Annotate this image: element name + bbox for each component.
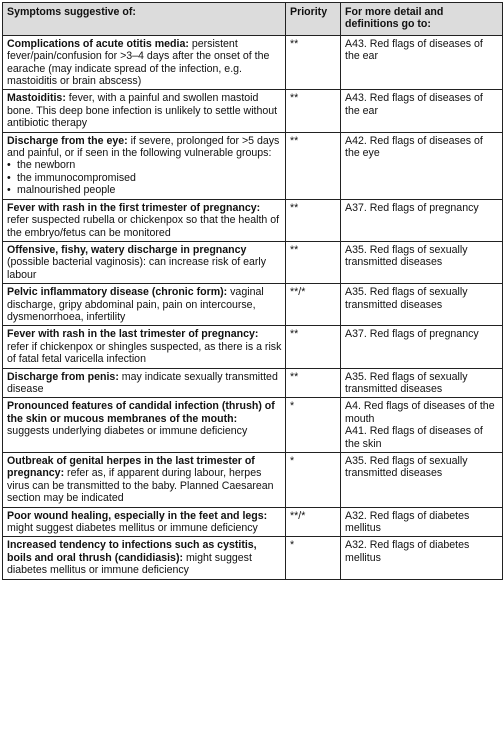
condition-name: Offensive, fishy, watery discharge in pregnancy — [7, 243, 247, 256]
condition-name: Discharge from penis: — [7, 370, 119, 383]
reference-link-text: A35. Red flags of sexually transmitted diseases — [345, 370, 468, 395]
symptom-cell — [3, 284, 286, 326]
condition-description: refer as, if apparent during labour, herpes virus can be transmitted to the baby. Planned Caesarean section may be indicated — [7, 467, 274, 505]
reference-link-text: A42. Red flags of diseases of the eye — [345, 134, 483, 160]
condition-name: Poor wound healing, especially in the feet and legs: — [7, 509, 268, 522]
reference-cell — [341, 132, 503, 199]
condition-description: persistent fever/pain/confusion for >3–4 days after the onset of the earache (may indicate spread of the infection, e.g. mastoiditis or brain abscess) — [7, 37, 270, 88]
symptom-cell — [3, 199, 286, 241]
table-body — [3, 35, 503, 579]
table-row — [3, 132, 503, 199]
condition-name: Pelvic inflammatory disease (chronic form): — [7, 286, 228, 299]
condition-name: Fever with rash in the first trimester of pregnancy: — [7, 201, 261, 214]
table-header — [3, 3, 503, 36]
reference-link-text: A43. Red flags of diseases of the ear — [345, 37, 483, 63]
list-item: • the immunocompromised — [7, 172, 282, 184]
symptom-cell — [3, 132, 286, 199]
table-row — [3, 398, 503, 453]
reference-link-text: A37. Red flags of pregnancy — [345, 201, 479, 214]
table-row — [3, 284, 503, 326]
condition-name: Outbreak of genital herpes in the last trimester of pregnancy: — [7, 455, 255, 480]
priority-cell: ** — [286, 90, 341, 132]
red-flags-table — [2, 2, 503, 580]
priority-cell: ** — [286, 241, 341, 283]
reference-cell — [341, 537, 503, 579]
symptom-cell — [3, 35, 286, 90]
condition-description: refer suspected rubella or chickenpox so that the health of the embryo/fetus can be monitored — [7, 214, 280, 239]
condition-name: Pronounced features of candidal infection (thrush) of the skin or mucous membranes of the mouth: — [7, 400, 275, 425]
symptom-cell — [3, 90, 286, 132]
condition-description: may indicate sexually transmitted disease — [7, 370, 278, 395]
symptom-cell — [3, 398, 286, 453]
header-detail: For more detail and definitions go to: — [341, 3, 503, 36]
condition-name: Fever with rash in the last trimester of pregnancy: — [7, 328, 259, 341]
condition-name: Mastoiditis: — [7, 92, 66, 105]
priority-cell: **/* — [286, 284, 341, 326]
priority-cell: ** — [286, 326, 341, 368]
list-item: • malnourished people — [7, 184, 282, 196]
reference-cell — [341, 284, 503, 326]
reference-link-text: A41. Red flags of diseases of the skin — [345, 425, 483, 450]
reference-cell — [341, 326, 503, 368]
condition-description: suggests underlying diabetes or immune deficiency — [7, 425, 248, 438]
reference-link-text: A32. Red flags of diabetes mellitus — [345, 539, 470, 564]
table-row — [3, 90, 503, 132]
reference-link-text: A35. Red flags of sexually transmitted diseases — [345, 455, 468, 480]
reference-cell — [341, 90, 503, 132]
condition-name: Discharge from the eye: — [7, 134, 128, 147]
reference-link-text: A43. Red flags of diseases of the ear — [345, 92, 483, 117]
priority-cell: ** — [286, 35, 341, 90]
table-row — [3, 326, 503, 368]
table-row — [3, 507, 503, 537]
table-row — [3, 537, 503, 579]
vulnerable-groups-list — [7, 159, 282, 196]
priority-cell: ** — [286, 368, 341, 398]
reference-cell — [341, 199, 503, 241]
table-row — [3, 241, 503, 283]
symptom-cell — [3, 326, 286, 368]
reference-cell — [341, 35, 503, 90]
table-row — [3, 199, 503, 241]
condition-description: if severe, prolonged for >5 days and painful, or if seen in the following vulnerable groups: — [7, 134, 280, 160]
header-symptoms: Symptoms suggestive of: — [3, 3, 286, 36]
symptom-cell — [3, 368, 286, 398]
condition-name: Complications of acute otitis media: — [7, 37, 189, 50]
symptom-cell — [3, 537, 286, 579]
reference-link-text: A32. Red flags of diabetes mellitus — [345, 509, 470, 535]
priority-cell: ** — [286, 132, 341, 199]
reference-cell — [341, 241, 503, 283]
symptom-cell — [3, 241, 286, 283]
priority-cell: ** — [286, 199, 341, 241]
priority-cell: * — [286, 453, 341, 508]
reference-cell — [341, 398, 503, 453]
reference-cell — [341, 453, 503, 508]
condition-name: Increased tendency to infections such as cystitis, boils and oral thrush (candidiasis): — [7, 539, 257, 564]
table-row — [3, 453, 503, 508]
symptom-cell — [3, 507, 286, 537]
reference-link-text: A4. Red flags of diseases of the mouth — [345, 400, 495, 425]
condition-description: vaginal discharge, gripy abdominal pain, pain on intercourse, dysmenorrhoea, infertility — [7, 286, 264, 323]
condition-description: refer if chickenpox or shingles suspected, as there is a risk of fatal fetal varicella infection — [7, 340, 282, 366]
condition-description: might suggest diabetes mellitus or immune deficiency — [7, 522, 258, 535]
priority-cell: * — [286, 537, 341, 579]
table-row — [3, 35, 503, 90]
header-row — [3, 3, 503, 36]
priority-cell: **/* — [286, 507, 341, 537]
header-priority: Priority — [286, 3, 341, 36]
reference-link-text: A35. Red flags of sexually transmitted diseases — [345, 243, 468, 269]
condition-description: (possible bacterial vaginosis): can increase risk of early labour — [7, 256, 267, 281]
list-item: • the newborn — [7, 159, 282, 171]
reference-link-text: A35. Red flags of sexually transmitted diseases — [345, 286, 468, 311]
reference-cell — [341, 507, 503, 537]
symptom-cell — [3, 453, 286, 508]
reference-link-text: A37. Red flags of pregnancy — [345, 328, 479, 341]
table-row — [3, 368, 503, 398]
condition-description: fever, with a painful and swollen mastoid bone. This deep bone infection is unlikely to settle without antibiotic therapy — [7, 92, 278, 130]
condition-description: might suggest diabetes mellitus or immune deficiency — [7, 551, 252, 577]
reference-cell — [341, 368, 503, 398]
priority-cell: * — [286, 398, 341, 453]
